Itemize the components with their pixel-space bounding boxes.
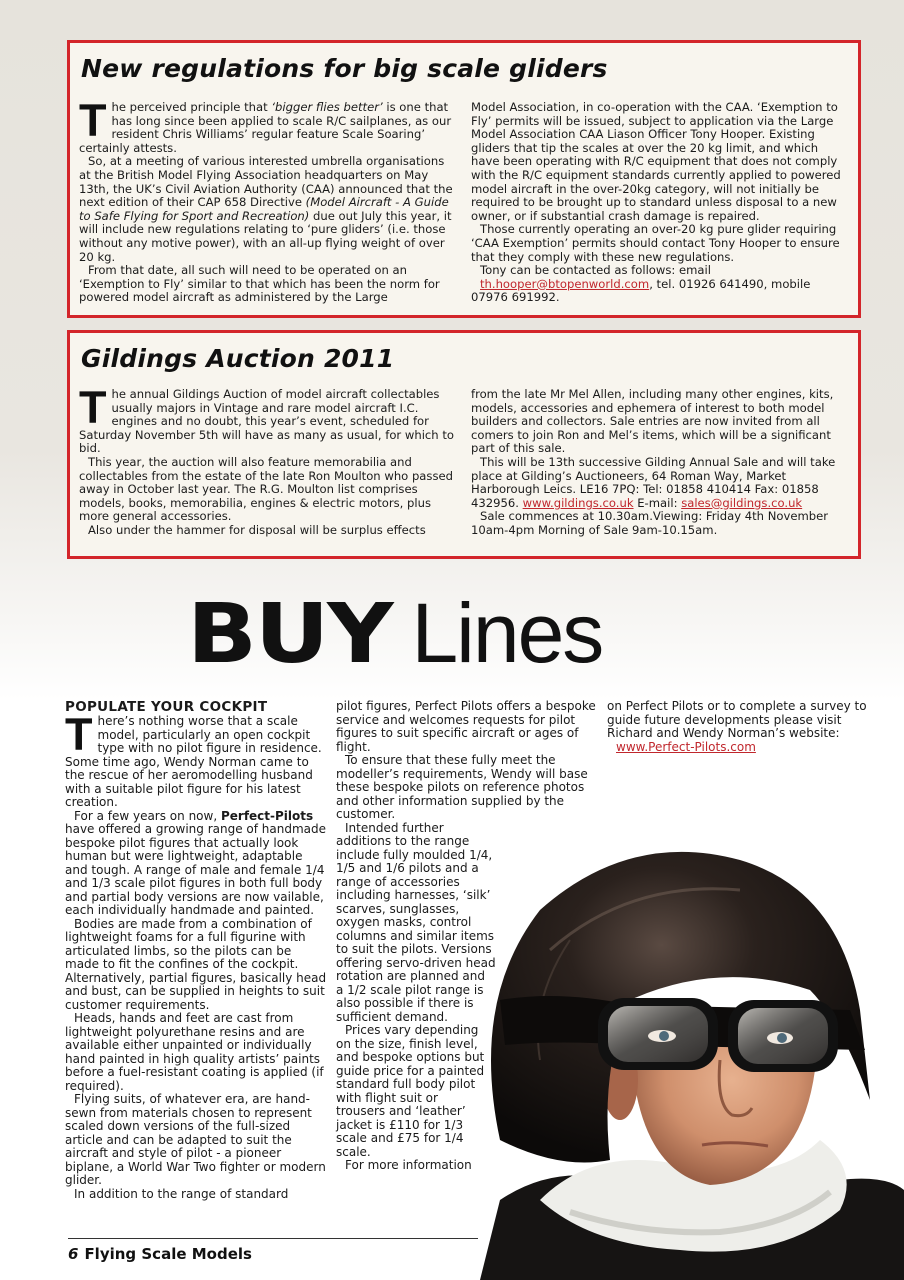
email-link[interactable]: th.hooper@btopenworld.com (480, 276, 650, 291)
paragraph: Intended further additions to the range include fully moulded 1/4, 1/5 and 1/6 pilots and a range of accessories including harnesses, ‘silk’ scarves, sunglasses, oxygen masks, control columns and similar items to suit the pilots. Versions offering servo-driven head rotation are planned and a 1/2 scale pilot range is also possible if there is sufficient demand. (336, 820, 496, 1024)
paragraph: Bodies are made from a combination of lightweight foams for a full figurine with articulated limbs, so the pilots can be made to fit the confines of the cockpit. Alternatively, partial figures, basically head and bust, can be supplied in heights to suit customer requirements. (65, 916, 327, 1012)
section-heading (187, 585, 603, 682)
paragraph: Heads, hands and feet are cast from lightweight polyurethane resins and are available either unpainted or individually hand painted in high quality artists’ paints before a fuel-resistant coating is applied (if required). (65, 1011, 324, 1093)
footer-rule (68, 1238, 478, 1239)
paragraph: For more information (345, 1158, 472, 1172)
heading-buy: BUY (187, 587, 392, 682)
paragraph-text: For a few years on now, (74, 808, 221, 823)
section-subheading: POPULATE YOUR COCKPIT (65, 699, 268, 715)
paragraph-text: is one that has long since been applied to scale R/C sailplanes, as our resident Chris Williams’ regular feature Scale Soaring’ certainly attests. (79, 100, 452, 155)
dropcap: T (79, 95, 107, 146)
paragraph-text: This will be 13th successive Gilding Annual Sale and will take place at Gilding’s Auctioneers, 64 Roman Way, Market Harborough Leics. LE16 7PQ: Tel: 01858 410414 Fax: 01858 432956. (471, 454, 836, 510)
article-auction-title: Gildings Auction 2011 (81, 344, 395, 373)
article-regulations-box (67, 40, 861, 318)
paragraph: Model Association, in co-operation with the CAA. ‘Exemption to Fly’ permits will be issued, subject to application via the Large Model Association CAA Liason Officer Tony Hooper. Existing gliders that tip the scales at over the 20 kg limit, and which have been operating with R/C equipment that does not comply with the R/C equipment standards currently applied to powered model aircraft in the over-20kg category, will not initially be required to be brought up to standard unless disposal to a new owner, or if substantial crash damage is repaired. (471, 100, 841, 223)
article-auction-box (67, 330, 861, 559)
paragraph: Flying suits, of whatever era, are hand-sewn from materials chosen to represent scaled down versions of the full-sized article and can be adapted to suit the aircraft and style of pilot - a pioneer biplane, a World War Two fighter or modern glider. (65, 1092, 326, 1187)
paragraph: on Perfect Pilots or to complete a survey to guide future developments please visit Richard and Wendy Norman’s website: (607, 699, 867, 740)
paragraph: Tony can be contacted as follows: email (480, 263, 711, 278)
paragraph: This year, the auction will also feature memorabilia and collectables from the estate of the late Ron Moulton who passed away in October last year. The R.G. Moulton list comprises models, books, memorabilia, engines & electric motors, plus more general accessories. (79, 454, 453, 524)
paragraph-text: So, at a meeting of various interested umbrella organisations at the British Model Flying Association headquarters on May 13th, the UK’s Civil Aviation Authority (CAA) announced that the next edition of their CAP 658 Directive (79, 154, 453, 210)
paragraph: Sale commences at 10.30am.Viewing: Friday 4th November 10am-4pm Morning of Sale 9am-10.15am. (471, 509, 829, 537)
article-regulations-col-1 (79, 95, 456, 305)
buylines-col-2 (336, 700, 596, 1173)
paragraph: Also under the hammer for disposal will be surplus effects (88, 522, 426, 537)
article-regulations-title: New regulations for big scale gliders (81, 54, 608, 83)
paragraph: pilot figures, Perfect Pilots offers a bespoke service and welcomes requests for pilot figures to suit specific aircraft or ages of flight. (336, 699, 596, 754)
paragraph-text: , tel. 01926 641490, mobile 07976 691992. (471, 276, 811, 305)
dropcap: T (65, 709, 93, 760)
paragraph: To ensure that these fully meet the modeller’s requirements, Wendy will base these bespoke pilots on reference photos and other information supplied by the customer. (336, 753, 588, 821)
paragraph: From that date, all such will need to be operated on an ‘Exemption to Fly’ similar to that which has been the norm for powered model aircraft as administered by the Large (79, 263, 440, 305)
buylines-col-3 (607, 700, 869, 754)
buylines-col-1 (65, 700, 327, 1201)
heading-lines: Lines (411, 586, 603, 680)
magazine-name: Flying Scale Models (84, 1245, 252, 1263)
article-auction-col-1 (79, 382, 456, 538)
paragraph: In addition to the range of standard (74, 1186, 289, 1201)
paragraph-text: E-mail: (633, 495, 682, 510)
brand-name: Perfect-Pilots (220, 808, 314, 823)
paragraph-text: he annual Gildings Auction of model aircraft collectables usually majors in Vintage and rare model aircraft I.C. engines and no doubt, this year’s event, scheduled for Saturday November 5th will have as many as usual, for which to bid. (79, 387, 454, 456)
website-link[interactable]: www.gildings.co.uk (522, 495, 634, 510)
website-link[interactable]: www.Perfect-Pilots.com (616, 739, 756, 754)
paragraph-text: (Model Aircraft - A Guide to Safe Flying for Sport and Recreation) (79, 195, 449, 223)
paragraph-text: due out July this year, it will include new regulations relating to ‘pure gliders’ (i.e. those without any motive power), with an all-up flying weight of over 20 kg. (79, 208, 452, 264)
paragraph-text: have offered a growing range of handmade bespoke pilot figures that actually look human but were lightweight, adaptable and tough. A range of male and female 1/4 and 1/3 scale pilot figures in both full body and partial body versions are now vailable, each individually handmade and painted. (65, 822, 327, 917)
paragraph: Prices vary depending on the size, finish level, and bespoke options but guide price for a painted standard full body pilot with flight suit or trousers and ‘leather’ jacket is £110 for 1/3 scale and £75 for 1/4 scale. (336, 1023, 485, 1159)
page-number: 6 (68, 1245, 79, 1263)
dropcap: T (79, 382, 107, 433)
email-link[interactable]: sales@gildings.co.uk (681, 495, 803, 510)
paragraph: from the late Mr Mel Allen, including many other engines, kits, models, accessories and ephemera of interest to both model builders and collectors. Sale entries are now invited from all comers to join Ron and Mel’s items, which will be a significant part of this sale. (471, 387, 834, 456)
paragraph-text: he perceived principle that (111, 100, 272, 114)
paragraph-text: ‘bigger flies better’ (271, 100, 383, 114)
article-regulations-col-2 (471, 101, 848, 305)
paragraph-text: here’s nothing worse that a scale model, particularly an open cockpit type with no pilot figure in residence. Some time ago, Wendy Norman came to the rescue of her aeromodelling husband with a suitable pilot figure for his latest creation. (65, 714, 322, 809)
article-auction-col-2 (471, 388, 848, 538)
paragraph: Those currently operating an over-20 kg pure glider requiring ‘CAA Exemption’ permits should contact Tony Hooper to ensure that they comply with these new regulations. (471, 222, 840, 264)
page-footer (68, 1245, 252, 1263)
